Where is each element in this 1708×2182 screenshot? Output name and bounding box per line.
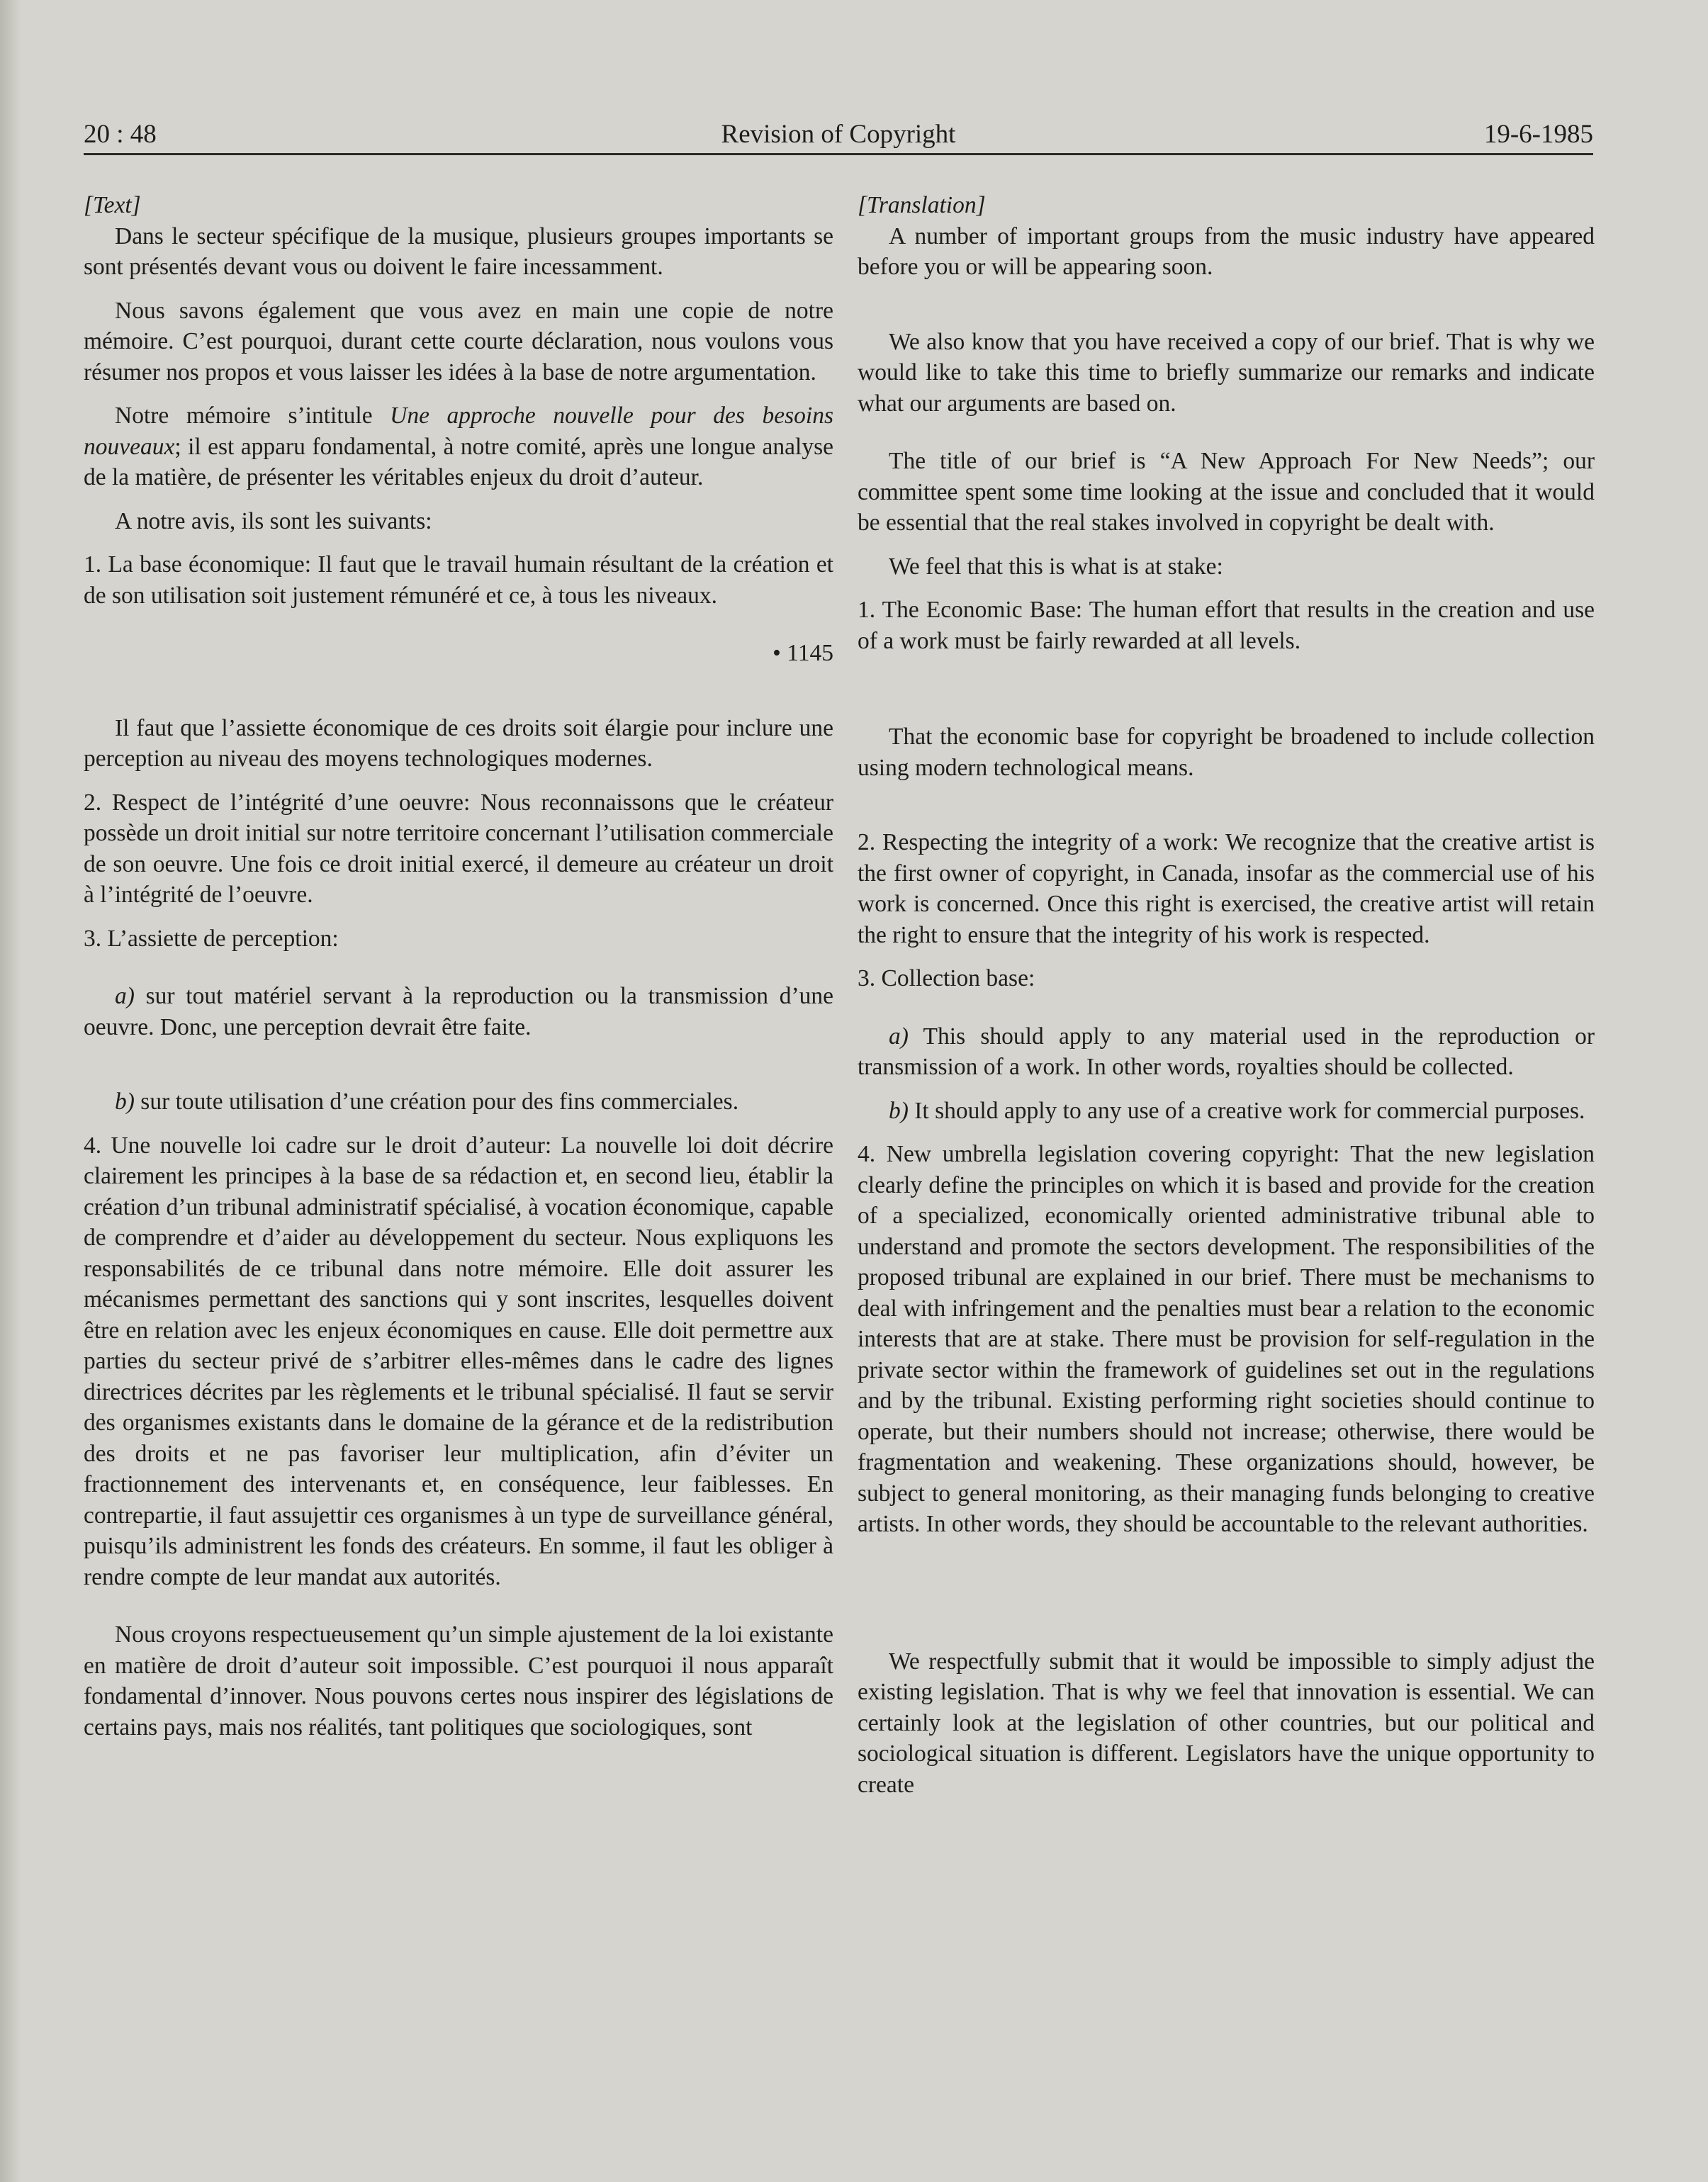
en-point-3b: b) It should apply to any use of a creative work for commercial purposes.: [889, 1097, 1585, 1124]
en-paragraph-6: That the economic base for copyright be broadened to include collection using modern technological means.: [858, 724, 1595, 781]
fr-paragraph-4: A notre avis, ils sont les suivants:: [115, 507, 432, 534]
en-letter-a: a): [889, 1023, 909, 1050]
fr-paragraph-2: Nous savons également que vous avez en main une copie de notre mémoire. C’est pourquoi, durant cette courte déclaration, nous voulons vous résumer nos propos et vous laisser les idées à la base de notre argumentation.: [84, 297, 833, 386]
fr-point-3b: b) sur toute utilisation d’une création pour des fins commerciales.: [115, 1089, 739, 1115]
fr-brief-title-rest: ; il est apparu fondamental, à notre comité, après une longue analyse de la matière, de présenter les véritables enjeux du droit d’auteur.: [84, 433, 833, 490]
fr-brief-title-lead: Notre mémoire s’intitule: [115, 403, 391, 429]
en-paragraph-12: We respectfully submit that it would be impossible to simply adjust the existing legislation. That is why we feel that innovation is essential. We can certainly look at the legislation of other countries, but our political and sociological situation is different. Legislators have the unique opportunity to create: [858, 1648, 1595, 1798]
french-column: [84, 190, 833, 1743]
english-column: [858, 190, 1595, 1800]
en-paragraph-1: A number of important groups from the music industry have appeared before you or will be appearing soon.: [858, 223, 1595, 280]
page-header: [84, 119, 1593, 155]
page-number: 20 : 48: [84, 120, 157, 149]
fr-paragraph-3: [84, 400, 833, 493]
en-point-2: 2. Respecting the integrity of a work: We recognize that the creative artist is the first owner of copyright, in Canada, insofar as the commercial use of his work is concerned. Once this right is exercised, the creative artist will retain the right to ensure that the integrity of his work is respected.: [858, 829, 1595, 948]
en-letter-b: b): [889, 1097, 909, 1124]
time-marker: • 1145: [772, 640, 833, 666]
fr-paragraph-6: Il faut que l’assiette économique de ces droits soit élargie pour inclure une perception au niveau des moyens technologiques modernes.: [84, 714, 833, 772]
fr-point-2: 2. Respect de l’intégrité d’une oeuvre: Nous reconnaissons que le créateur possède un droit initial sur notre territoire concernant l’utilisation commerciale de son oeuvre. Une fois ce droit initial exercé, il demeure au créateur un droit à l’intégrité de l’oeuvre.: [84, 789, 833, 908]
en-paragraph-2: We also know that you have received a copy of our brief. That is why we would like to take this time to briefly summarize our remarks and indicate what our arguments are based on.: [858, 328, 1595, 417]
fr-point-4: 4. Une nouvelle loi cadre sur le droit d’auteur: La nouvelle loi doit décrire clairement les principes à la base de sa rédaction et, en second lieu, établir la création d’un tribunal administratif spécialisé, à vocation économique, capable de comprendre et d’aider au développement du secteur. Nous expliquons les responsabilités de ce tribunal dans notre mémoire. Elle doit assurer les mécanismes permettant des sanctions qui y sont inscrites, lesquelles doivent être en relation avec les enjeux économiques en cause. Elle doit permettre aux parties du secteur privé de s’arbitrer elles-mêmes dans le cadre des lignes directrices décrites par les règlements et le tribunal spécialisé. Il faut se servir des organismes existants dans le domaine de la gérance et de la redistribution des droits et ne pas favoriser leur multiplication, afin d’éviter un fractionnement des intervenants et, en conséquence, leur faiblesses. En contrepartie, il faut assujettir ces organismes à un type de surveillance général, puisqu’ils administrent les fonds des créateurs. En somme, il faut les obliger à rendre compte de leur mandat aux autorités.: [84, 1132, 833, 1590]
running-title: Revision of Copyright: [721, 120, 956, 149]
en-paragraph-3: The title of our brief is “A New Approach For New Needs”; our committee spent some time looking at the issue and concluded that it would be essential that the real stakes involved in copyright be dealt with.: [858, 448, 1595, 536]
fr-point-3a: a) sur tout matériel servant à la reproduction ou la transmission d’une oeuvre. Donc, une perception devrait être faite.: [84, 983, 833, 1040]
fr-brief-title: Une approche nouvelle pour des besoins nouveaux: [84, 403, 833, 460]
en-point-4: 4. New umbrella legislation covering copyright: That the new legislation clearly define the principles on which it is based and provide for the creation of a specialized, economically oriented administrative tribunal able to understand and promote the sectors development. The responsibilities of the proposed tribunal are explained in our brief. There must be mechanisms to deal with infringement and the penalties must bear a relation to the economic interests that are at stake. There must be provision for self-regulation in the private sector within the framework of guidelines set out in the regulations and by the tribunal. Existing performing right societies should continue to operate, but their numbers should not increase; otherwise, there would be fragmentation and weakening. These organizations should, however, be subject to general monitoring, as their managing funds belonging to creative artists. In other words, they should be accountable to the relevant authorities.: [858, 1141, 1595, 1537]
en-point-3a: a) This should apply to any material used in the reproduction or transmission of a work. In other words, royalties should be collected.: [858, 1023, 1595, 1080]
text-tag: [Text]: [84, 192, 141, 218]
page-binding-shadow: [0, 0, 21, 2182]
en-point-3: 3. Collection base:: [858, 965, 1035, 991]
en-paragraph-4: We feel that this is what is at stake:: [889, 553, 1223, 580]
en-point-1: 1. The Economic Base: The human effort that results in the creation and use of a work must be fairly rewarded at all levels.: [858, 597, 1595, 654]
fr-point-3: 3. L’assiette de perception:: [84, 925, 339, 952]
fr-paragraph-12: Nous croyons respectueusement qu’un simple ajustement de la loi existante en matière de droit d’auteur soit impossible. C’est pourquoi il nous apparaît fondamental d’innover. Nous pouvons certes nous inspirer des législations de certains pays, mais nos réalités, tant politiques que sociologiques, sont: [84, 1621, 833, 1740]
fr-paragraph-1: Dans le secteur spécifique de la musique, plusieurs groupes importants se sont présentés devant vous ou doivent le faire incessamment.: [84, 223, 833, 280]
fr-letter-b: b): [115, 1089, 135, 1115]
fr-point-1: 1. La base économique: Il faut que le travail humain résultant de la création et de son utilisation soit justement rémunéré et ce, à tous les niveaux.: [84, 551, 833, 609]
header-date: 19-6-1985: [1483, 120, 1593, 149]
translation-tag: [Translation]: [858, 192, 986, 218]
fr-letter-a: a): [115, 983, 135, 1009]
